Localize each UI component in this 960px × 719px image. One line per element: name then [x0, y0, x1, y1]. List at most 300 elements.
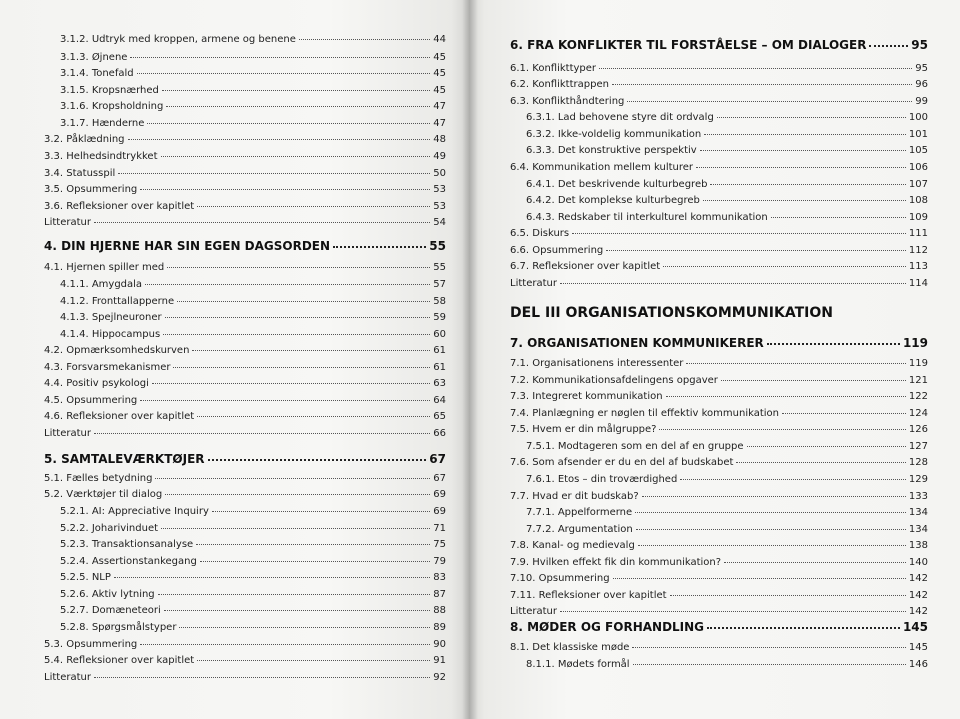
- toc-entry-number: 5.3.: [44, 639, 64, 650]
- toc-entry: [44, 216, 446, 229]
- dot-leader: [782, 413, 906, 414]
- toc-page-number: 95: [915, 63, 928, 74]
- dot-leader: [642, 496, 906, 497]
- toc-page-number: 89: [433, 622, 446, 633]
- toc-entry: [44, 621, 446, 634]
- toc-entry-number: 7.5.1.: [526, 441, 555, 452]
- right-page: [470, 0, 960, 719]
- dot-leader: [197, 416, 430, 417]
- toc-entry-number: 4.4.: [44, 378, 64, 389]
- toc-entry-text: Opsummering: [66, 395, 138, 406]
- toc-entry-number: 8.1.1.: [526, 659, 555, 670]
- toc-entry-text: DIN HJERNE HAR SIN EGEN DAGSORDEN: [61, 239, 331, 253]
- toc-entry-title: [44, 150, 158, 163]
- toc-entry-title: [510, 260, 660, 273]
- toc-entry-text: Argumentation: [557, 524, 633, 535]
- toc-entry: [44, 361, 446, 374]
- dot-leader: [163, 334, 430, 335]
- toc-entry-number: 7.4.: [510, 408, 530, 419]
- toc-entry-number: 4.2.: [44, 345, 64, 356]
- toc-page-number: 48: [433, 134, 446, 145]
- toc-entry-title: [526, 473, 677, 486]
- toc-entry: [44, 638, 446, 651]
- toc-entry-text: Ikke-voldelig kommunikation: [557, 129, 702, 140]
- toc-entry: [510, 211, 928, 224]
- dot-leader: [114, 577, 430, 578]
- toc-entry-number: 5.2.5.: [60, 572, 89, 583]
- toc-page-number: 146: [908, 659, 928, 670]
- toc-entry-title: [510, 407, 779, 420]
- toc-page-number: 101: [908, 129, 928, 140]
- toc-entry-title: [510, 589, 667, 602]
- toc-entry: [510, 260, 928, 273]
- toc-entry-text: Assertionstankegang: [91, 556, 197, 567]
- toc-page-number: 65: [433, 411, 446, 422]
- dot-leader: [177, 301, 430, 302]
- toc-entry-title: [60, 555, 197, 568]
- dot-leader: [663, 266, 906, 267]
- toc-entry-number: 7.8.: [510, 540, 530, 551]
- toc-entry-number: 7.3.: [510, 391, 530, 402]
- toc-entry-number: 6.4.2.: [526, 195, 555, 206]
- toc-entry-text: Litteratur: [44, 217, 91, 228]
- toc-entry-title: [44, 216, 91, 229]
- toc-entry-title: [526, 440, 744, 453]
- toc-entry-text: Øjnene: [91, 52, 128, 63]
- toc-entry-title: [526, 128, 701, 141]
- toc-page-number: 71: [433, 523, 446, 534]
- dot-leader: [560, 611, 906, 612]
- toc-entry: [44, 571, 446, 584]
- toc-entry-number: 5.2.2.: [60, 523, 89, 534]
- dot-leader: [192, 350, 430, 351]
- toc-entry-number: 5.2.3.: [60, 539, 89, 550]
- toc-entry-text: Helhedsindtrykket: [66, 151, 158, 162]
- toc-entry-number: 7.7.1.: [526, 507, 555, 518]
- toc-entry: [510, 374, 928, 387]
- toc-entry-text: AI: Appreciative Inquiry: [91, 506, 209, 517]
- toc-entry-number: 7.6.: [510, 457, 530, 468]
- toc-entry-number: 3.5.: [44, 184, 64, 195]
- toc-entry: [44, 377, 446, 390]
- toc-entry-text: Konflikthåndtering: [532, 96, 625, 107]
- toc-entry: [44, 33, 446, 46]
- toc-entry-text: Transaktionsanalyse: [91, 539, 194, 550]
- dot-leader: [869, 45, 908, 47]
- toc-entry-number: 7.2.: [510, 375, 530, 386]
- toc-entry-number: 5.1.: [44, 473, 64, 484]
- dot-leader: [632, 647, 905, 648]
- toc-page-number: 45: [433, 68, 446, 79]
- toc-entry: [510, 506, 928, 519]
- toc-entry-number: 5.4.: [44, 655, 64, 666]
- toc-page-number: 64: [433, 395, 446, 406]
- toc-entry-title: [60, 571, 111, 584]
- dot-leader: [94, 677, 430, 678]
- toc-entry-number: 4.3.: [44, 362, 64, 373]
- toc-entry-number: 7.7.2.: [526, 524, 555, 535]
- toc-entry-title: [510, 490, 639, 503]
- toc-entry-title: [510, 336, 764, 351]
- toc-page-number: 55: [433, 262, 446, 273]
- toc-entry-number: 6.1.: [510, 63, 530, 74]
- dot-leader: [707, 627, 900, 629]
- toc-entry: [44, 183, 446, 196]
- toc-page-number: 44: [433, 34, 446, 45]
- toc-entry-text: Påklædning: [66, 134, 125, 145]
- toc-entry-text: Redskaber til interkulturel kommunikation: [557, 212, 768, 223]
- dot-leader: [140, 400, 430, 401]
- toc-entry: [510, 589, 928, 602]
- toc-entry: [510, 128, 928, 141]
- toc-entry-number: 7.5.: [510, 424, 530, 435]
- toc-entry: [44, 588, 446, 601]
- toc-entry-text: Aktiv lytning: [91, 589, 155, 600]
- toc-entry-text: Amygdala: [91, 279, 143, 290]
- toc-entry-text: Planlægning er nøglen til effektiv kommunikation: [532, 408, 779, 419]
- toc-entry: [44, 261, 446, 274]
- toc-entry-text: Integreret kommunikation: [532, 391, 663, 402]
- toc-entry-title: [60, 84, 159, 97]
- toc-page-number: 69: [433, 506, 446, 517]
- toc-page-number: 83: [433, 572, 446, 583]
- toc-page-number: 96: [915, 79, 928, 90]
- toc-entry-title: [510, 62, 596, 75]
- toc-entry-number: 3.2.: [44, 134, 64, 145]
- dot-leader: [659, 429, 905, 430]
- toc-entry-number: 6.6.: [510, 245, 530, 256]
- toc-entry-number: 5.2.: [44, 489, 64, 500]
- dot-leader: [721, 380, 906, 381]
- toc-entry-text: Som afsender er du en del af budskabet: [532, 457, 734, 468]
- toc-page-number: 67: [429, 452, 446, 466]
- toc-entry-number: 5.2.6.: [60, 589, 89, 600]
- dot-leader: [771, 217, 906, 218]
- toc-page-number: 121: [908, 375, 928, 386]
- toc-entry-text: Domæneteori: [91, 605, 161, 616]
- toc-entry-number: 3.1.5.: [60, 85, 89, 96]
- toc-entry-text: Kommunikationsafdelingens opgaver: [532, 375, 718, 386]
- toc-entry-title: [510, 161, 693, 174]
- toc-entry: [510, 194, 928, 207]
- toc-entry-text: Joharivinduet: [91, 523, 159, 534]
- toc-page-number: 92: [433, 672, 446, 683]
- toc-entry-title: [44, 671, 91, 684]
- toc-entry-title: [526, 211, 768, 224]
- toc-entry-text: Refleksioner over kapitlet: [532, 261, 661, 272]
- toc-entry-number: 6.3.1.: [526, 112, 555, 123]
- toc-entry: [510, 244, 928, 257]
- toc-page-number: 87: [433, 589, 446, 600]
- toc-page-number: 129: [908, 474, 928, 485]
- toc-entry-text: Organisationens interessenter: [532, 358, 684, 369]
- toc-entry-number: 6.3.: [510, 96, 530, 107]
- toc-page-number: 69: [433, 489, 446, 500]
- toc-entry-title: [60, 522, 158, 535]
- toc-page-number: 75: [433, 539, 446, 550]
- toc-page-number: 88: [433, 605, 446, 616]
- toc-entry-text: Konflikttrappen: [532, 79, 609, 90]
- dot-leader: [704, 134, 906, 135]
- toc-entry: [44, 472, 446, 485]
- toc-entry: [44, 51, 446, 64]
- toc-entry-number: 4.1.3.: [60, 312, 89, 323]
- toc-entry-text: Kanal- og medievalg: [532, 540, 635, 551]
- toc-entry: [510, 277, 928, 290]
- dot-leader: [165, 317, 431, 318]
- toc-page-number: 145: [902, 620, 928, 634]
- toc-entry-text: Positiv psykologi: [66, 378, 149, 389]
- dot-leader: [130, 57, 430, 58]
- toc-entry-text: FRA KONFLIKTER TIL FORSTÅELSE – OM DIALOGER: [527, 38, 867, 52]
- toc-entry-number: 7.1.: [510, 358, 530, 369]
- dot-leader: [572, 233, 906, 234]
- toc-entry-title: [60, 538, 193, 551]
- toc-entry-text: Etos – din troværdighed: [557, 474, 678, 485]
- toc-entry-number: 6.4.3.: [526, 212, 555, 223]
- toc-entry-title: [44, 472, 152, 485]
- toc-page-number: 50: [433, 168, 446, 179]
- toc-entry-number: 8.1.: [510, 642, 530, 653]
- toc-entry-title: [44, 167, 115, 180]
- toc-entry-title: [60, 33, 296, 46]
- toc-entry-number: 5.2.8.: [60, 622, 89, 633]
- toc-entry: [44, 167, 446, 180]
- toc-entry-text: Udtryk med kroppen, armene og benene: [91, 34, 296, 45]
- toc-page-number: 112: [908, 245, 928, 256]
- toc-entry-text: Konflikttyper: [532, 63, 597, 74]
- toc-entry-number: 4.5.: [44, 395, 64, 406]
- toc-entry-text: Opsummering: [538, 573, 610, 584]
- toc-page-number: 106: [908, 162, 928, 173]
- dot-leader: [736, 462, 905, 463]
- dot-leader: [196, 544, 430, 545]
- toc-page-number: 126: [908, 424, 928, 435]
- toc-entry-title: [44, 654, 194, 667]
- toc-entry-title: [510, 95, 624, 108]
- dot-leader: [166, 106, 430, 107]
- toc-entry-number: 4.1.2.: [60, 296, 89, 307]
- toc-entry-title: [60, 100, 163, 113]
- toc-entry-text: Appelformerne: [557, 507, 633, 518]
- toc-entry-text: ORGANISATIONEN KOMMUNIKERER: [527, 336, 764, 350]
- toc-entry-text: Spørgsmålstyper: [91, 622, 177, 633]
- toc-page-number: 128: [908, 457, 928, 468]
- toc-entry-number: 4.: [44, 239, 57, 253]
- toc-page-number: 60: [433, 329, 446, 340]
- toc-entry-title: [510, 390, 663, 403]
- toc-entry-number: 7.11.: [510, 590, 536, 601]
- toc-page-number: 58: [433, 296, 446, 307]
- toc-entry-title: [44, 183, 137, 196]
- toc-page-number: 63: [433, 378, 446, 389]
- toc-entry-title: [44, 488, 162, 501]
- toc-page-number: 107: [908, 179, 928, 190]
- dot-leader: [680, 479, 906, 480]
- toc-entry-number: 7.7.: [510, 491, 530, 502]
- toc-entry-title: [510, 38, 866, 53]
- toc-entry-number: 6.3.2.: [526, 129, 555, 140]
- toc-entry: [510, 227, 928, 240]
- left-page: [0, 0, 470, 719]
- toc-entry-title: [44, 344, 189, 357]
- toc-entry-text: Fronttallapperne: [91, 296, 175, 307]
- dot-leader: [94, 433, 430, 434]
- toc-entry-text: Spejlneuroner: [91, 312, 162, 323]
- dot-leader: [767, 343, 900, 345]
- toc-entry: [510, 440, 928, 453]
- toc-entry-title: [526, 523, 633, 536]
- dot-leader: [606, 250, 906, 251]
- toc-chapter-entry: [44, 239, 446, 254]
- toc-page-number: 57: [433, 279, 446, 290]
- toc-entry-number: 3.3.: [44, 151, 64, 162]
- dot-leader: [670, 595, 906, 596]
- toc-entry: [510, 490, 928, 503]
- toc-entry-title: [60, 117, 144, 130]
- toc-entry: [44, 394, 446, 407]
- toc-entry-title: [510, 456, 733, 469]
- toc-entry: [44, 555, 446, 568]
- toc-entry-number: 4.1.1.: [60, 279, 89, 290]
- toc-chapter-entry: [510, 336, 928, 351]
- toc-entry-text: Det konstruktive perspektiv: [557, 145, 697, 156]
- dot-leader: [696, 167, 906, 168]
- toc-entry-number: 7.6.1.: [526, 474, 555, 485]
- toc-page-number: 127: [908, 441, 928, 452]
- toc-entry-number: 4.1.: [44, 262, 64, 273]
- dot-leader: [145, 284, 430, 285]
- toc-entry-number: 5.2.4.: [60, 556, 89, 567]
- toc-page-number: 111: [908, 228, 928, 239]
- toc-entry-text: Hvilken effekt fik din kommunikation?: [532, 557, 722, 568]
- dot-leader: [161, 156, 431, 157]
- toc-entry-text: Tonefald: [91, 68, 134, 79]
- toc-entry: [510, 523, 928, 536]
- toc-entry-text: Kommunikation mellem kulturer: [532, 162, 694, 173]
- toc-entry-text: Hvad er dit budskab?: [532, 491, 639, 502]
- toc-entry-title: [60, 278, 142, 291]
- dot-leader: [560, 283, 906, 284]
- toc-page-number: 45: [433, 52, 446, 63]
- toc-entry-number: 3.1.3.: [60, 52, 89, 63]
- toc-entry-text: Det komplekse kulturbegreb: [557, 195, 700, 206]
- toc-entry-title: [510, 620, 704, 635]
- toc-entry-number: 7.10.: [510, 573, 536, 584]
- toc-entry-number: 3.1.7.: [60, 118, 89, 129]
- toc-entry-text: Litteratur: [510, 278, 557, 289]
- toc-entry-title: [510, 244, 603, 257]
- toc-entry-title: [510, 572, 610, 585]
- dot-leader: [197, 660, 430, 661]
- toc-entry-number: 6.: [510, 38, 523, 52]
- toc-entry-text: Mødets formål: [557, 659, 630, 670]
- toc-page-number: 122: [908, 391, 928, 402]
- toc-page-number: 61: [433, 345, 446, 356]
- toc-entry-text: Refleksioner over kapitlet: [66, 201, 195, 212]
- toc-entry-title: [60, 505, 209, 518]
- dot-leader: [212, 511, 430, 512]
- toc-page-number: 119: [908, 358, 928, 369]
- dot-leader: [638, 545, 906, 546]
- toc-entry-number: 6.4.: [510, 162, 530, 173]
- toc-entry-title: [510, 277, 557, 290]
- part-heading: DEL III ORGANISATIONSKOMMUNIKATION: [510, 305, 833, 321]
- toc-entry-text: Litteratur: [44, 672, 91, 683]
- toc-page-number: 47: [433, 101, 446, 112]
- dot-leader: [747, 446, 906, 447]
- toc-entry: [44, 410, 446, 423]
- toc-entry: [510, 539, 928, 552]
- toc-entry: [510, 62, 928, 75]
- toc-entry: [510, 456, 928, 469]
- toc-entry-number: 7.: [510, 336, 523, 350]
- dot-leader: [162, 90, 430, 91]
- toc-entry-number: 3.6.: [44, 201, 64, 212]
- toc-page-number: 142: [908, 590, 928, 601]
- dot-leader: [208, 459, 427, 461]
- toc-entry-text: Refleksioner over kapitlet: [66, 411, 195, 422]
- toc-entry-text: Modtageren som en del af en gruppe: [557, 441, 744, 452]
- toc-entry: [510, 357, 928, 370]
- toc-entry: [510, 407, 928, 420]
- toc-entry-number: 5.2.1.: [60, 506, 89, 517]
- toc-entry-text: Opsummering: [532, 245, 604, 256]
- toc-page-number: 134: [908, 524, 928, 535]
- toc-page-number: 99: [915, 96, 928, 107]
- book-gutter: [462, 0, 478, 719]
- toc-entry: [510, 605, 928, 618]
- dot-leader: [118, 173, 430, 174]
- toc-entry-title: [510, 78, 609, 91]
- toc-entry: [44, 604, 446, 617]
- toc-page-number: 133: [908, 491, 928, 502]
- toc-page-number: 108: [908, 195, 928, 206]
- toc-entry-title: [60, 51, 127, 64]
- toc-entry-title: [526, 144, 697, 157]
- dot-leader: [164, 610, 431, 611]
- dot-leader: [599, 68, 912, 69]
- toc-entry-title: [60, 588, 155, 601]
- toc-page-number: 140: [908, 557, 928, 568]
- dot-leader: [200, 561, 430, 562]
- toc-entry: [44, 67, 446, 80]
- dot-leader: [140, 644, 430, 645]
- toc-page-number: 90: [433, 639, 446, 650]
- toc-entry: [510, 423, 928, 436]
- dot-leader: [724, 562, 906, 563]
- toc-entry-number: 3.1.2.: [60, 34, 89, 45]
- dot-leader: [627, 101, 912, 102]
- toc-entry: [44, 538, 446, 551]
- toc-page-number: 119: [902, 336, 928, 350]
- toc-page-number: 114: [908, 278, 928, 289]
- dot-leader: [666, 396, 906, 397]
- dot-leader: [140, 189, 430, 190]
- toc-entry-title: [60, 604, 161, 617]
- toc-entry-number: 7.9.: [510, 557, 530, 568]
- dot-leader: [137, 73, 431, 74]
- toc-entry-title: [44, 410, 194, 423]
- toc-entry-title: [510, 423, 656, 436]
- toc-entry-text: SAMTALEVÆRKTØJER: [61, 452, 205, 466]
- toc-page-number: 79: [433, 556, 446, 567]
- toc-entry: [44, 133, 446, 146]
- toc-entry-title: [510, 641, 629, 654]
- dot-leader: [636, 529, 906, 530]
- toc-entry-number: 4.6.: [44, 411, 64, 422]
- toc-entry-title: [510, 539, 635, 552]
